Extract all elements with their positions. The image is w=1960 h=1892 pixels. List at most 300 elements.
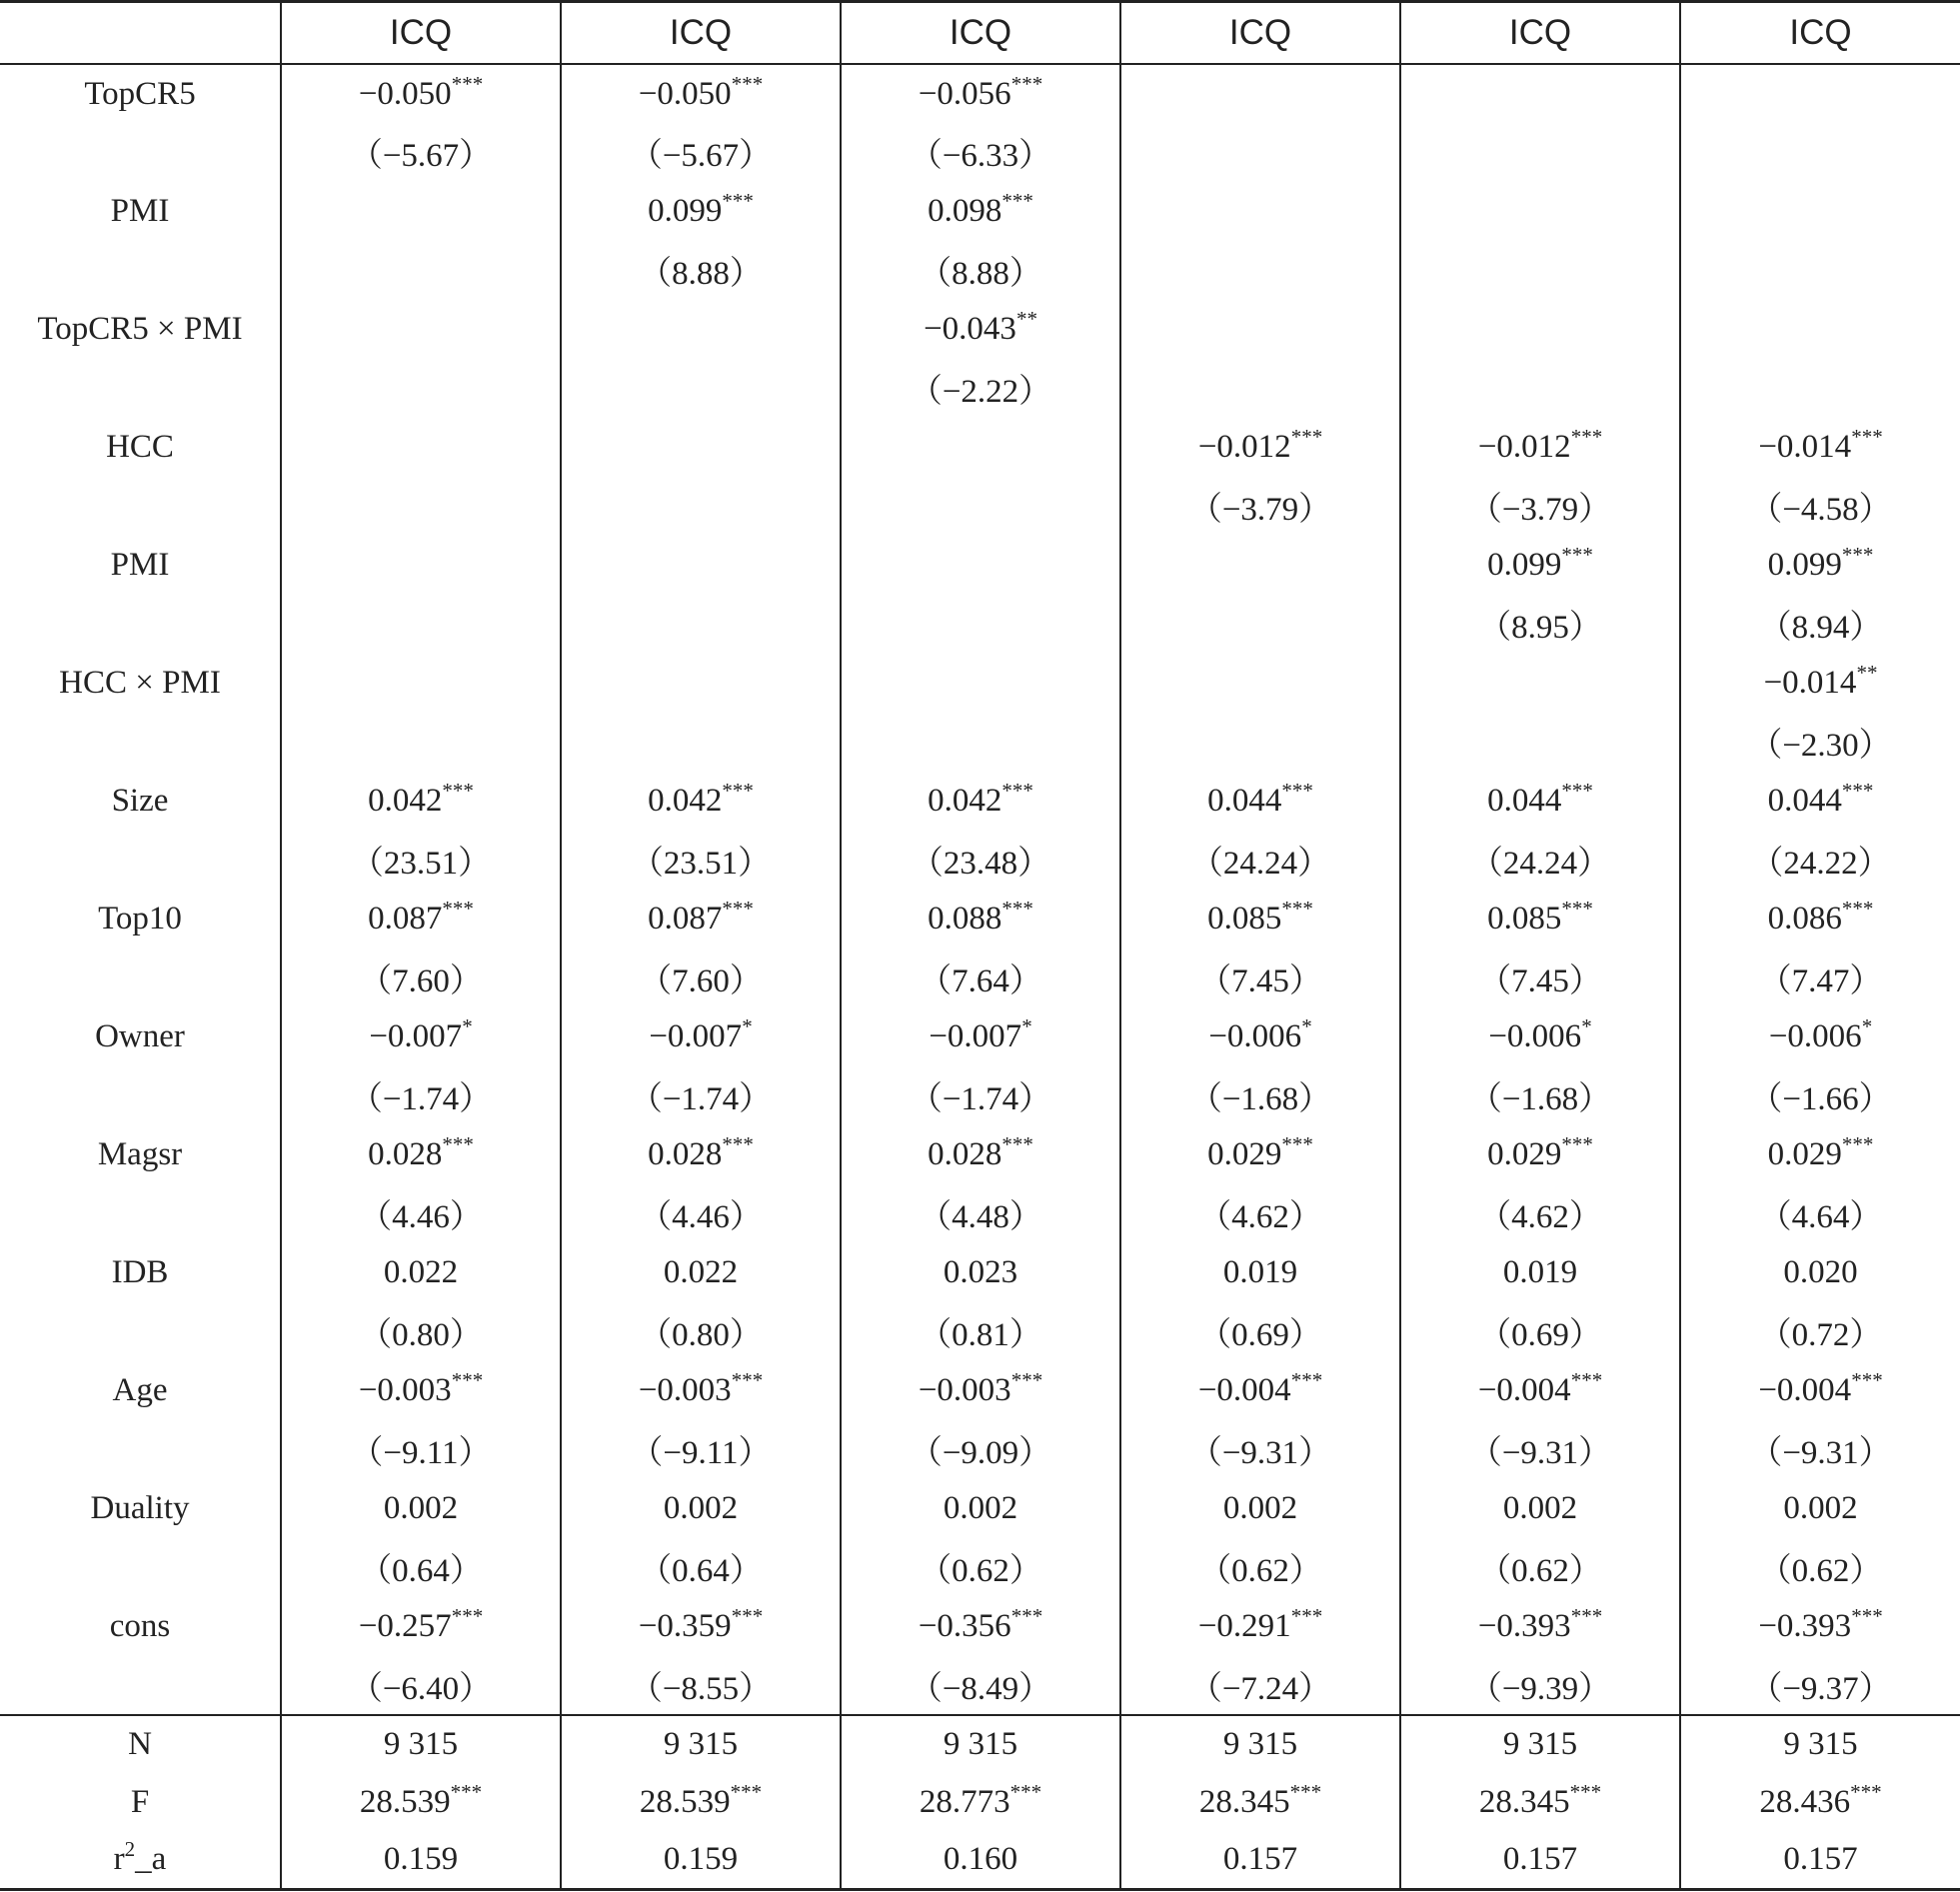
cell-value: （8.88） — [639, 256, 763, 292]
table-cell — [561, 1479, 841, 1538]
table-cell — [1680, 1361, 1960, 1420]
table-cell — [1680, 1184, 1960, 1243]
cell-value: 0.099 — [1767, 547, 1842, 583]
header-column: ICQ — [1400, 2, 1680, 65]
table-cell — [1680, 418, 1960, 477]
cell-value: 9 315 — [383, 1726, 459, 1762]
cell-value: （−1.74） — [909, 1081, 1052, 1117]
significance-stars: *** — [1010, 71, 1043, 96]
cell-value: −0.393 — [1758, 1608, 1852, 1644]
table-cell — [1400, 1420, 1680, 1479]
significance-stars: * — [1021, 1014, 1032, 1038]
cell-value: （0.80） — [359, 1317, 483, 1353]
cell-value: −0.050 — [358, 75, 452, 112]
cell-value: −0.007 — [649, 1018, 743, 1054]
cell-value: （−7.24） — [1188, 1670, 1332, 1707]
cell-value: 0.002 — [1222, 1490, 1298, 1526]
t-stat-row — [0, 477, 1960, 536]
table-cell — [561, 300, 841, 359]
t-stat-row — [0, 1656, 1960, 1715]
row-label: Owner — [95, 1018, 185, 1054]
table-cell — [1120, 1773, 1400, 1831]
cell-value: （8.88） — [919, 256, 1042, 292]
table-cell — [561, 1831, 841, 1889]
cell-value: 0.157 — [1222, 1840, 1298, 1877]
cell-value: −0.050 — [638, 75, 732, 112]
significance-stars: *** — [731, 1368, 764, 1392]
table-cell — [841, 654, 1120, 713]
table-cell — [1120, 536, 1400, 595]
table-cell — [1400, 1361, 1680, 1420]
cell-value: 0.022 — [383, 1254, 459, 1290]
cell-value: −0.291 — [1197, 1608, 1291, 1644]
significance-stars: *** — [442, 897, 474, 921]
table-cell — [1120, 1125, 1400, 1184]
significance-stars: *** — [442, 1132, 474, 1156]
table-cell — [841, 1361, 1120, 1420]
table-cell — [281, 713, 561, 772]
cell-value: −0.003 — [918, 1372, 1011, 1408]
row-label — [0, 477, 281, 536]
cell-value: （8.94） — [1758, 610, 1883, 646]
table-cell — [281, 772, 561, 831]
table-cell — [281, 1184, 561, 1243]
cell-value: 0.088 — [928, 901, 1002, 937]
table-cell — [1120, 123, 1400, 182]
table-cell — [1680, 1479, 1960, 1538]
cell-value: 0.157 — [1783, 1840, 1858, 1877]
table-cell — [561, 1420, 841, 1479]
cell-value: −0.003 — [358, 1372, 452, 1408]
table-cell — [1120, 1479, 1400, 1538]
cell-value: 28.539 — [639, 1783, 731, 1820]
table-cell — [561, 1597, 841, 1656]
cell-value: −0.007 — [369, 1018, 463, 1054]
table-cell — [841, 1597, 1120, 1656]
cell-value: （−2.30） — [1749, 728, 1892, 764]
significance-stars: *** — [451, 71, 484, 96]
table-cell — [281, 1538, 561, 1597]
table-cell — [1400, 123, 1680, 182]
statistics-row — [0, 1773, 1960, 1831]
significance-stars: *** — [1001, 1132, 1033, 1156]
table-cell — [1400, 1302, 1680, 1361]
significance-stars: *** — [1841, 897, 1874, 921]
cell-value: （7.45） — [1198, 963, 1322, 999]
cell-value: 9 315 — [943, 1726, 1018, 1762]
significance-stars: *** — [1281, 779, 1313, 803]
coefficient-row — [0, 890, 1960, 948]
label-text: F — [130, 1783, 150, 1820]
cell-value: −0.006 — [1768, 1018, 1862, 1054]
header-column: ICQ — [1680, 2, 1960, 65]
row-label: TopCR5 — [84, 75, 196, 112]
table-cell — [281, 359, 561, 418]
table-cell — [561, 182, 841, 241]
cell-value: 0.002 — [943, 1490, 1018, 1526]
table-cell — [561, 1184, 841, 1243]
table-cell — [561, 772, 841, 831]
cell-value: 0.087 — [648, 901, 723, 937]
cell-value: 0.029 — [1767, 1136, 1842, 1172]
cell-value: −0.004 — [1197, 1372, 1291, 1408]
table-cell — [281, 1361, 561, 1420]
significance-stars: *** — [722, 1132, 754, 1156]
cell-value: （0.62） — [1758, 1553, 1883, 1589]
coefficient-row — [0, 64, 1960, 123]
significance-stars: *** — [450, 1779, 483, 1804]
table-cell — [1400, 182, 1680, 241]
table-cell — [1680, 123, 1960, 182]
cell-value: （−2.22） — [909, 374, 1052, 410]
significance-stars: *** — [1841, 543, 1874, 567]
table-cell — [1120, 713, 1400, 772]
cell-value: 0.044 — [1207, 783, 1282, 819]
table-cell — [281, 1007, 561, 1066]
cell-value: −0.006 — [1208, 1018, 1302, 1054]
row-label: IDB — [111, 1254, 169, 1290]
cell-value: 9 315 — [663, 1726, 739, 1762]
row-label — [0, 123, 281, 182]
table-cell — [1120, 1361, 1400, 1420]
row-label: Magsr — [97, 1136, 183, 1172]
cell-value: −0.012 — [1197, 429, 1291, 465]
cell-value: 0.044 — [1487, 783, 1562, 819]
row-label: Age — [112, 1372, 168, 1408]
label-text: N — [128, 1726, 152, 1762]
table-cell — [281, 1479, 561, 1538]
cell-value: （−8.49） — [909, 1670, 1052, 1707]
significance-stars: * — [1581, 1014, 1592, 1038]
significance-stars: *** — [1561, 897, 1593, 921]
cell-value: （7.45） — [1478, 963, 1602, 999]
table-cell — [281, 831, 561, 890]
label-superscript: 2 — [124, 1836, 136, 1861]
cell-value: −0.004 — [1477, 1372, 1571, 1408]
coefficient-row — [0, 536, 1960, 595]
table-cell — [561, 948, 841, 1007]
label-suffix: _a — [135, 1840, 167, 1877]
cell-value: 0.098 — [928, 193, 1002, 229]
table-cell — [281, 1420, 561, 1479]
coefficient-row — [0, 1125, 1960, 1184]
cell-value: −0.056 — [918, 75, 1011, 112]
row-label — [0, 1302, 281, 1361]
row-label — [0, 1656, 281, 1715]
table-cell — [1400, 1656, 1680, 1715]
statistics-row — [0, 1715, 1960, 1773]
significance-stars: *** — [1290, 1368, 1323, 1392]
table-cell — [1400, 1243, 1680, 1302]
table-footer — [0, 1715, 1960, 1889]
cell-value: （0.69） — [1198, 1317, 1322, 1353]
table-cell — [1400, 359, 1680, 418]
cell-value: 9 315 — [1502, 1726, 1578, 1762]
table-cell — [281, 418, 561, 477]
table-cell — [561, 64, 841, 123]
cell-value: （−1.68） — [1188, 1081, 1332, 1117]
cell-value: 0.019 — [1502, 1254, 1578, 1290]
cell-value: （−1.68） — [1468, 1081, 1612, 1117]
t-stat-row — [0, 1066, 1960, 1125]
significance-stars: *** — [731, 1604, 764, 1628]
cell-value: （7.64） — [919, 963, 1042, 999]
cell-value: （4.46） — [359, 1199, 483, 1235]
significance-stars: *** — [1001, 189, 1033, 213]
table-cell — [561, 123, 841, 182]
table-cell — [1680, 477, 1960, 536]
cell-value: （24.24） — [1469, 846, 1611, 882]
cell-value: （−5.67） — [629, 138, 773, 174]
table-cell — [1120, 1831, 1400, 1889]
table-cell — [1400, 1184, 1680, 1243]
significance-stars: *** — [1841, 1132, 1874, 1156]
table-cell — [1120, 1538, 1400, 1597]
cell-value: 9 315 — [1222, 1726, 1298, 1762]
cell-value: 9 315 — [1783, 1726, 1858, 1762]
coefficient-row — [0, 182, 1960, 241]
significance-stars: *** — [451, 1604, 484, 1628]
table-cell — [561, 1773, 841, 1831]
table-cell — [1680, 1066, 1960, 1125]
table-cell — [841, 1243, 1120, 1302]
table-cell — [1400, 1007, 1680, 1066]
t-stat-row — [0, 948, 1960, 1007]
significance-stars: *** — [1281, 1132, 1313, 1156]
cell-value: 0.159 — [663, 1840, 739, 1877]
table-cell — [1400, 418, 1680, 477]
table-cell — [281, 654, 561, 713]
table-cell — [1120, 948, 1400, 1007]
table-cell — [1400, 1715, 1680, 1773]
table-cell — [1400, 300, 1680, 359]
cell-value: （0.64） — [639, 1553, 763, 1589]
cell-value: 28.539 — [359, 1783, 451, 1820]
table-cell — [1680, 772, 1960, 831]
table-cell — [1120, 890, 1400, 948]
table-cell — [1680, 1773, 1960, 1831]
cell-value: 0.028 — [368, 1136, 443, 1172]
cell-value: 0.087 — [368, 901, 443, 937]
significance-stars: *** — [442, 779, 474, 803]
table-cell — [281, 1302, 561, 1361]
cell-value: 0.002 — [383, 1490, 459, 1526]
t-stat-row — [0, 123, 1960, 182]
significance-stars: *** — [1009, 1779, 1042, 1804]
significance-stars: *** — [1841, 779, 1874, 803]
cell-value: −0.004 — [1758, 1372, 1852, 1408]
significance-stars: *** — [731, 71, 764, 96]
table-cell — [1680, 1538, 1960, 1597]
cell-value: （−3.79） — [1468, 492, 1612, 528]
cell-value: （7.47） — [1758, 963, 1883, 999]
table-cell — [1400, 64, 1680, 123]
table-cell — [841, 536, 1120, 595]
significance-stars: *** — [1001, 779, 1033, 803]
table-cell — [1680, 595, 1960, 654]
table-cell — [1120, 1420, 1400, 1479]
table-cell — [841, 241, 1120, 300]
table-cell — [281, 64, 561, 123]
cell-value: 0.042 — [928, 783, 1002, 819]
table-cell — [1400, 477, 1680, 536]
t-stat-row — [0, 595, 1960, 654]
cell-value: （4.62） — [1478, 1199, 1602, 1235]
row-label: HCC × PMI — [59, 665, 221, 701]
table-cell — [841, 418, 1120, 477]
coefficient-row — [0, 654, 1960, 713]
significance-stars: ** — [1856, 661, 1878, 685]
row-label — [0, 1184, 281, 1243]
significance-stars: *** — [1010, 1604, 1043, 1628]
table-cell — [561, 595, 841, 654]
cell-value: 28.345 — [1478, 1783, 1570, 1820]
statistics-row — [0, 1831, 1960, 1889]
cell-value: （0.72） — [1758, 1317, 1883, 1353]
cell-value: （7.60） — [359, 963, 483, 999]
t-stat-row — [0, 1538, 1960, 1597]
table-cell — [1680, 359, 1960, 418]
table-cell — [841, 831, 1120, 890]
coefficient-row — [0, 418, 1960, 477]
cell-value: 28.345 — [1198, 1783, 1290, 1820]
cell-value: 0.099 — [1487, 547, 1562, 583]
cell-value: （8.95） — [1478, 610, 1602, 646]
table-cell — [841, 1302, 1120, 1361]
cell-value: 0.028 — [928, 1136, 1002, 1172]
significance-stars: *** — [1290, 425, 1323, 449]
table-cell — [1680, 182, 1960, 241]
significance-stars: *** — [1851, 1368, 1883, 1392]
table-cell — [561, 1302, 841, 1361]
table-cell — [1680, 1831, 1960, 1889]
significance-stars: *** — [1851, 425, 1883, 449]
header-column: ICQ — [1120, 2, 1400, 65]
row-label: PMI — [110, 547, 170, 583]
significance-stars: *** — [1569, 1779, 1602, 1804]
cell-value: 0.020 — [1783, 1254, 1858, 1290]
table-cell — [561, 359, 841, 418]
cell-value: 0.019 — [1222, 1254, 1298, 1290]
table-cell — [1680, 1125, 1960, 1184]
table-cell — [841, 477, 1120, 536]
t-stat-row — [0, 1302, 1960, 1361]
table-cell — [561, 831, 841, 890]
table-cell — [1400, 1066, 1680, 1125]
row-label — [0, 359, 281, 418]
table-cell — [1680, 1302, 1960, 1361]
table-cell — [841, 1479, 1120, 1538]
table-cell — [281, 300, 561, 359]
row-label: PMI — [110, 193, 170, 229]
t-stat-row — [0, 1184, 1960, 1243]
table-cell — [841, 1538, 1120, 1597]
significance-stars: * — [742, 1014, 753, 1038]
cell-value: −0.006 — [1488, 1018, 1582, 1054]
table-body — [0, 64, 1960, 1715]
table-cell — [1120, 182, 1400, 241]
significance-stars: *** — [451, 1368, 484, 1392]
coefficient-row — [0, 300, 1960, 359]
significance-stars: ** — [1015, 307, 1037, 331]
cell-value: （0.62） — [919, 1553, 1042, 1589]
cell-value: （24.24） — [1189, 846, 1331, 882]
table-cell — [1680, 64, 1960, 123]
table-cell — [1680, 241, 1960, 300]
significance-stars: * — [1301, 1014, 1312, 1038]
table-cell — [1120, 418, 1400, 477]
cell-value: （−9.31） — [1468, 1435, 1612, 1471]
cell-value: （0.62） — [1198, 1553, 1322, 1589]
table-cell — [1400, 1538, 1680, 1597]
table-cell — [1680, 1656, 1960, 1715]
table-cell — [281, 595, 561, 654]
header-row — [0, 2, 1960, 65]
cell-value: （−9.31） — [1749, 1435, 1892, 1471]
table-cell — [1400, 772, 1680, 831]
significance-stars: *** — [722, 189, 754, 213]
row-label — [0, 1715, 281, 1773]
table-cell — [1400, 948, 1680, 1007]
cell-value: （23.51） — [350, 846, 492, 882]
cell-value: −0.012 — [1477, 429, 1571, 465]
significance-stars: *** — [1851, 1604, 1883, 1628]
row-label — [0, 831, 281, 890]
row-label — [0, 241, 281, 300]
table-cell — [561, 241, 841, 300]
cell-value: （23.51） — [630, 846, 772, 882]
table-cell — [1120, 359, 1400, 418]
table-cell — [1400, 1597, 1680, 1656]
table-cell — [1400, 1831, 1680, 1889]
row-label: Top10 — [98, 901, 182, 937]
table-cell — [841, 1831, 1120, 1889]
table-cell — [1680, 1007, 1960, 1066]
coefficient-row — [0, 1007, 1960, 1066]
significance-stars: * — [462, 1014, 473, 1038]
significance-stars: *** — [1570, 1368, 1603, 1392]
table-cell — [1120, 772, 1400, 831]
table-cell — [1400, 890, 1680, 948]
table-cell — [841, 890, 1120, 948]
table-cell — [841, 1184, 1120, 1243]
coefficient-row — [0, 1361, 1960, 1420]
table-cell — [1400, 1125, 1680, 1184]
header-column: ICQ — [281, 2, 561, 65]
coefficient-row — [0, 772, 1960, 831]
coefficient-row — [0, 1479, 1960, 1538]
table-cell — [561, 477, 841, 536]
t-stat-row — [0, 241, 1960, 300]
cell-value: （−8.55） — [629, 1670, 773, 1707]
cell-value: （−1.74） — [349, 1081, 493, 1117]
table-cell — [281, 123, 561, 182]
table-cell — [1120, 831, 1400, 890]
cell-value: 0.002 — [663, 1490, 739, 1526]
significance-stars: *** — [1010, 1368, 1043, 1392]
table-cell — [561, 1066, 841, 1125]
significance-stars: *** — [1561, 1132, 1593, 1156]
row-label — [0, 1831, 281, 1889]
table-cell — [561, 1656, 841, 1715]
table-cell — [1680, 1243, 1960, 1302]
row-label: Size — [111, 783, 169, 819]
cell-value: （−9.11） — [350, 1435, 492, 1471]
cell-value: −0.257 — [358, 1608, 452, 1644]
table-cell — [561, 654, 841, 713]
table-cell — [561, 536, 841, 595]
cell-value: （4.64） — [1758, 1199, 1883, 1235]
